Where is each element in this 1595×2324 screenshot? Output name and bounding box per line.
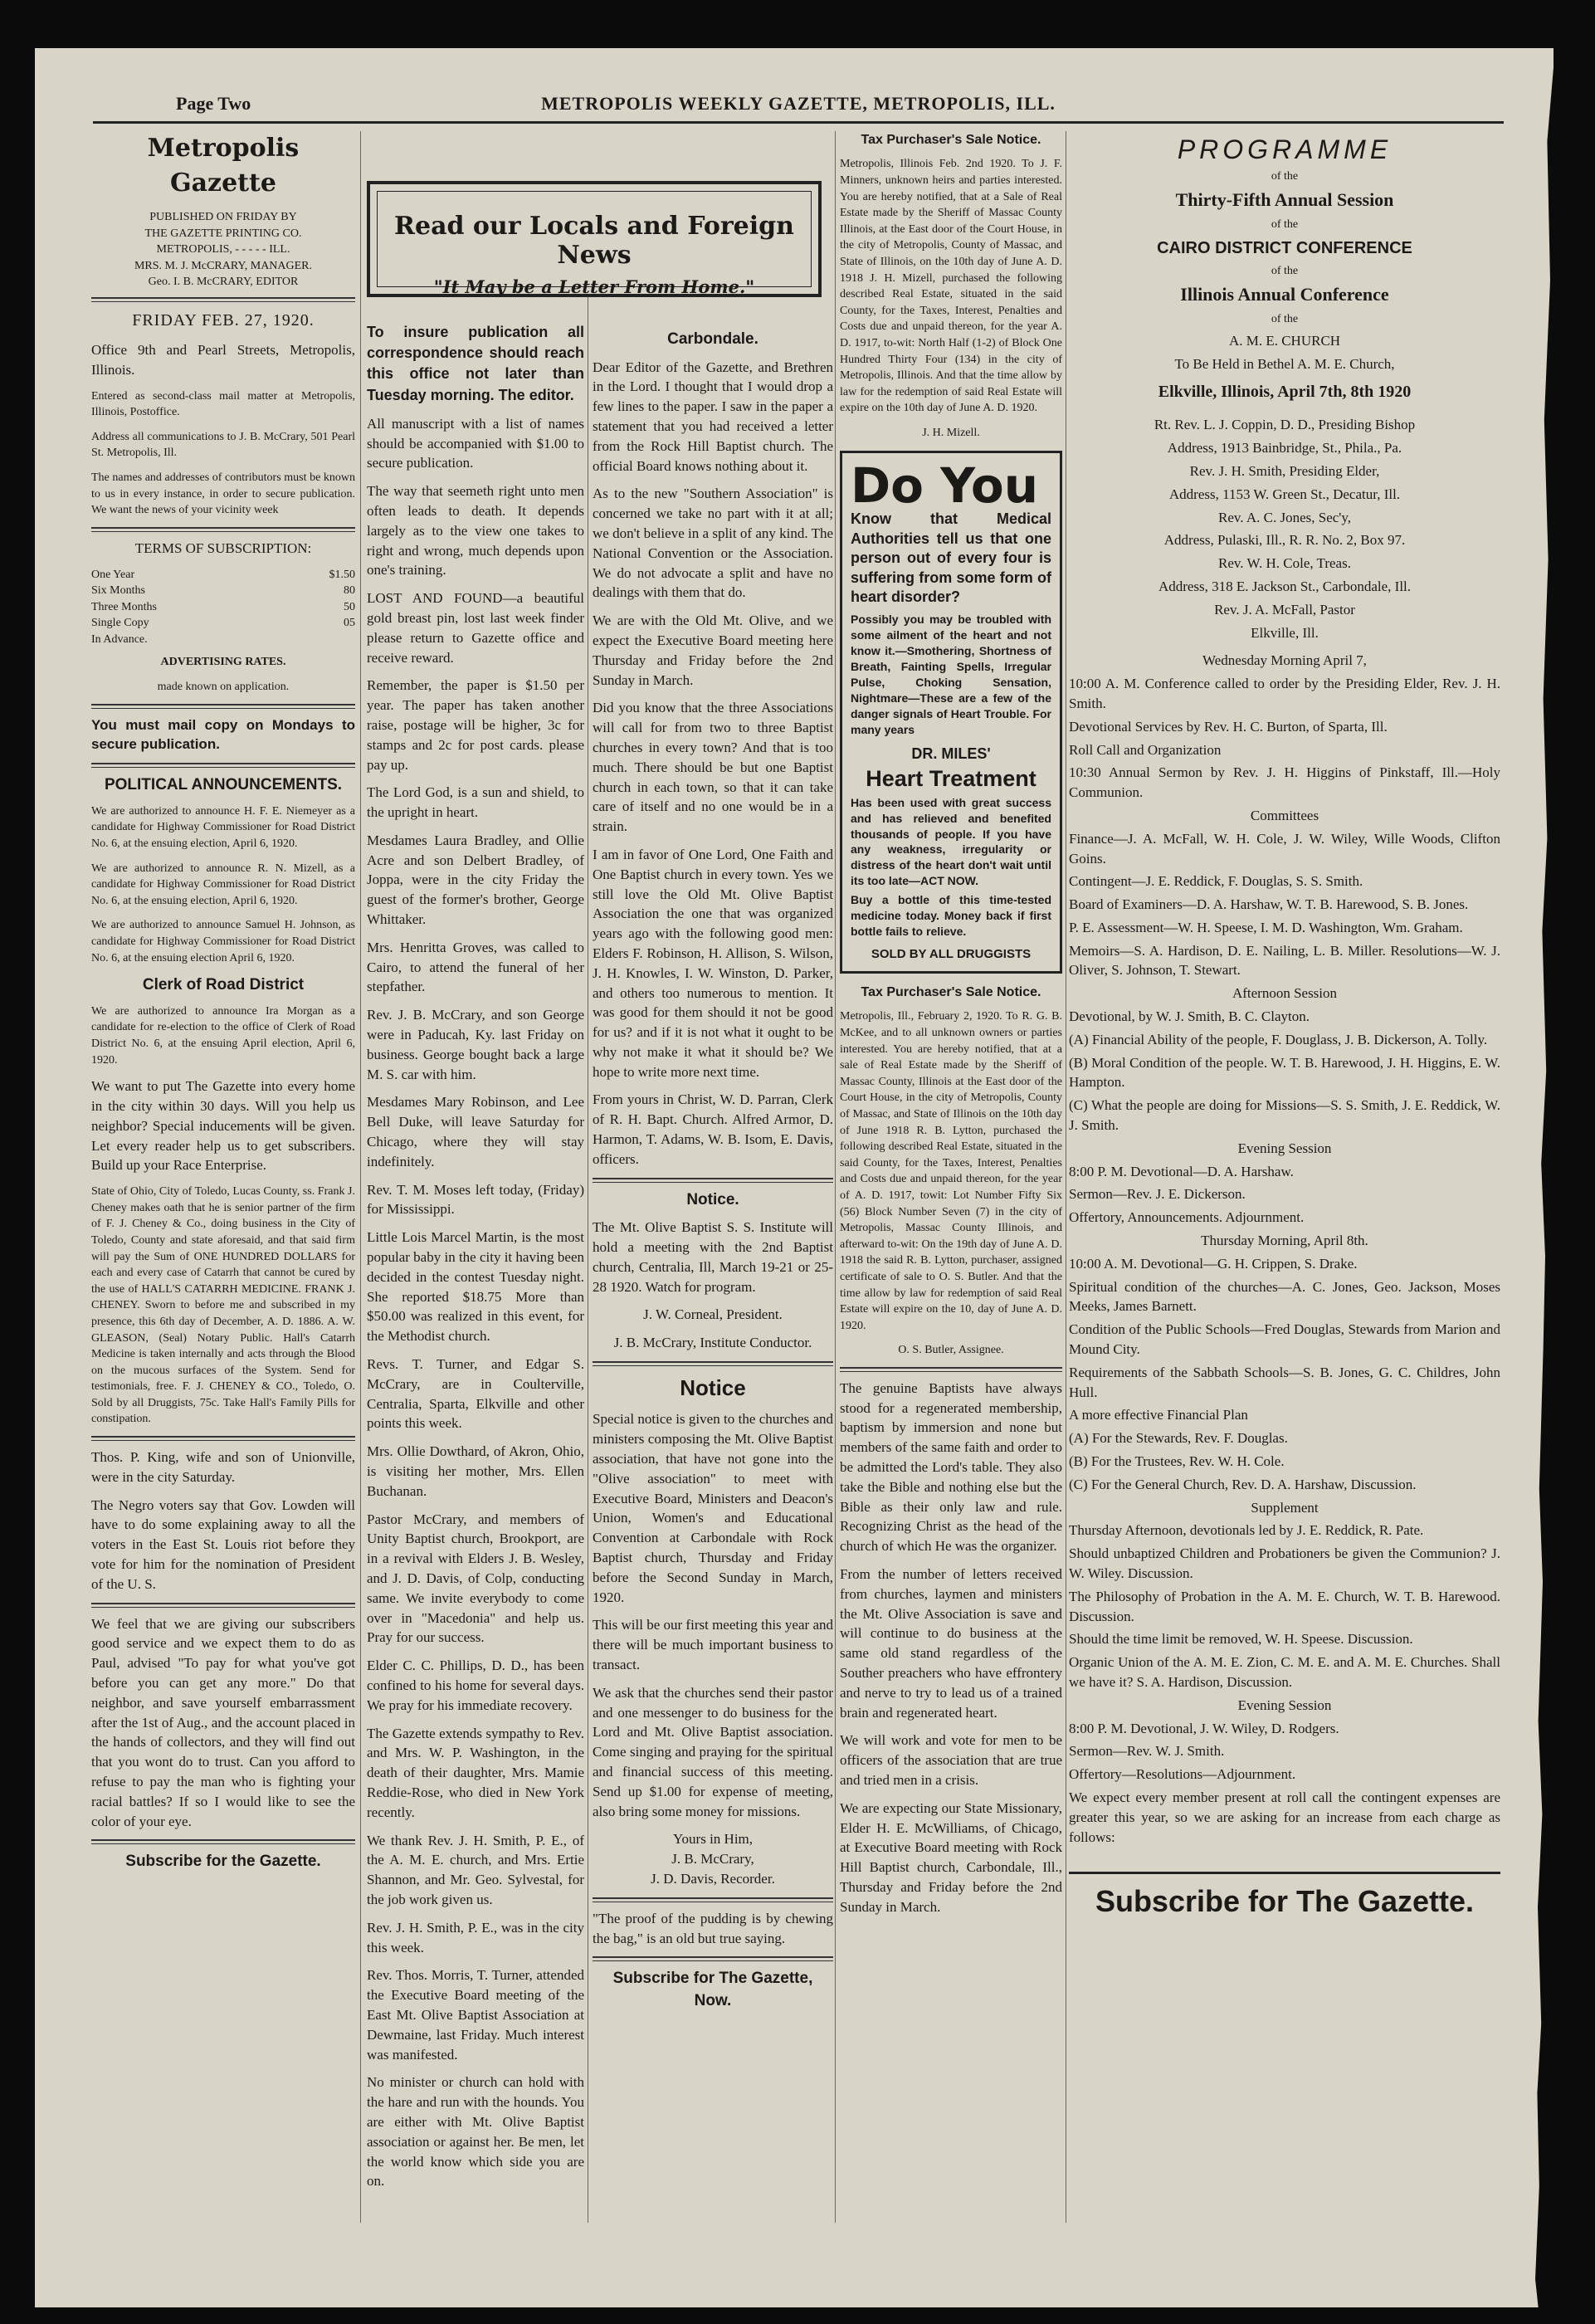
terms-label: Single Copy xyxy=(91,617,149,630)
afternoon-heading: Afternoon Session xyxy=(1232,985,1338,1002)
negro-voters-item: The Negro voters say that Gov. Lowden will have to do some explaining away to all the voters in the East St. Louis riot before they vote for him for the nomination of President of the U. S. xyxy=(91,1496,355,1592)
terms-price: 05 xyxy=(344,617,355,630)
program-item: Board of Examiners—D. A. Harshaw, W. T. B. Harewood, S. B. Jones. xyxy=(1069,896,1469,913)
of-line: of the xyxy=(1271,218,1299,232)
terms-label: Three Months xyxy=(91,600,157,613)
terms-price: 80 xyxy=(344,584,355,598)
divider xyxy=(91,704,355,709)
terms-label: One Year xyxy=(91,568,135,581)
conference-title: CAIRO DISTRICT CONFERENCE xyxy=(1157,238,1412,257)
notice2-sign: J. B. McCrary, xyxy=(671,1851,754,1868)
local-item: Mrs. Ollie Dowthard, of Akron, Ohio, is visiting her mother, Mrs. Ellen Buchanan. xyxy=(367,1443,584,1499)
session-title: Thirty-Fifth Annual Session xyxy=(1175,189,1394,211)
program-item: Sermon—Rev. W. J. Smith. xyxy=(1069,1743,1225,1760)
program-item: Memoirs—S. A. Hardison, D. E. Nailing, L. B. Miller. Resolutions—W. J. Oliver, S. Johnson, T. Stewart. xyxy=(1069,942,1500,979)
ad-brand: DR. MILES' xyxy=(911,745,991,762)
divider xyxy=(91,527,355,532)
carbondale-para: As to the new "Southern Association" is concerned we take no part with it at all; we don't believe in a split of any kind. The National Convention or the Association. We do not advocate a split and have no dealings with them that do. xyxy=(593,486,833,601)
local-item: The Lord God, is a sun and shield, to the upright in heart. xyxy=(367,784,584,821)
work-para: We will work and vote for men to be officers of the association that are true and tried men in a crisis. xyxy=(840,1732,1062,1789)
publisher-block xyxy=(91,209,355,290)
notice2-para: This will be our first meeting this year and there will be much important business to transact. xyxy=(593,1617,833,1672)
officer-line: Rev. J. H. Smith, Presiding Elder, xyxy=(1189,462,1380,479)
correspondence-notice: To insure publication all correspondence should reach this office not later than Tuesday morning. The editor. xyxy=(367,324,584,403)
subscribe-line: Subscribe for the Gazette. xyxy=(125,1853,321,1871)
terms-label: Six Months xyxy=(91,584,145,598)
mail-notice: You must mail copy on Mondays to secure publication. xyxy=(91,716,355,753)
officer-line: Address, 1153 W. Green St., Decatur, Ill. xyxy=(1168,486,1401,502)
program-item: P. E. Assessment—W. H. Speese, I. M. D. Washington, Wm. Graham. xyxy=(1069,919,1463,935)
local-item: Rev. Thos. Morris, T. Turner, attended the Executive Board meeting of the East Mt. Olive Baptist Association at Dewmaine, last Friday. Much interest was manifested. xyxy=(367,1967,584,2063)
terms-table xyxy=(91,567,355,648)
contributors-notice: The names and addresses of contributors must be known to us in every instance, in order to secure publication. We want the news of your vicinity week xyxy=(91,471,355,517)
wednesday-heading: Wednesday Morning April 7, xyxy=(1202,652,1367,669)
read-locals-subtitle: "It May be a Letter From Home." xyxy=(433,276,755,297)
local-item: The Gazette extends sympathy to Rev. and Mrs. W. P. Washington, in the death of their daughter, Mrs. Mamie Reddie-Rose, who died in New York recently. xyxy=(367,1725,584,1820)
program-item: (B) For the Trustees, Rev. W. H. Cole. xyxy=(1069,1453,1285,1470)
notice2-sign: Yours in Him, xyxy=(672,1831,754,1848)
program-item: Sermon—Rev. J. E. Dickerson. xyxy=(1069,1186,1246,1203)
program-item: Requirements of the Sabbath Schools—S. B. Jones, G. C. Childres, John Hull. xyxy=(1069,1364,1500,1400)
notice-heading: Notice. xyxy=(686,1190,739,1208)
notice2-sign: J. D. Davis, Recorder. xyxy=(651,1870,775,1887)
expect-para: We are expecting our State Missionary, Elder H. E. McWilliams, of Chicago, at Executive Board meeting with Rock Hill Baptist church, Carbondale, Ill., Thursday and Friday before the 2nd Sunday in March. xyxy=(840,1799,1062,1915)
tax2-body: Metropolis, Ill., February 2, 1920. To R. G. B. McKee, and to all unknown owners or parties interested. You are hereby notified, that at a sale of Real Estate made by the Sheriff of Massac County, Illinois at the East door of the Court House, in the city of Metropolis, County of Massac, and State of Illinois on the 10th day of June 1918 R. B. Lytton, purchased the following described Real Estate, situated in the said County, for the Taxes, Interest, Penalties and Costs due and unpaid thereon, for the year of A. D. 1917, towit: Lot Number Fifty Six (56) Block Number Seven (7) in the city of Metropolis, Massac County Illinois, and afterward to-wit: On the 19th day of June A. D. 1918 the said R. B. Lytton, purchaser, assigned certificate of sale to O. S. Butler. And that the time allow by law for redemption of said Real Estate will expire on the 10, day of June A. D. 1920. xyxy=(840,1010,1062,1332)
program-item: 8:00 P. M. Devotional—D. A. Harshaw. xyxy=(1069,1163,1294,1179)
local-item: Rev. J. H. Smith, P. E., was in the city this week. xyxy=(367,1919,584,1955)
king-item: Thos. P. King, wife and son of Unionville, were in the city Saturday. xyxy=(91,1449,355,1485)
program-item: Should unbaptized Children and Probationers be given the Communion? J. W. Wiley. Discussion. xyxy=(1069,1545,1500,1581)
carbondale-para: I am in favor of One Lord, One Faith and One Baptist church in every town. Yes we still love the Old Mt. Olive Baptist Association the one that was organized years ago with the following good men: Elders F. Robinson, H. Allison, S. Wilson, J. H. Knowles, I. W. Winston, D. Parker, and others too numerous to mention. It was good for them should it not be good for us? and if it is not what it ought to be why not make it what it should be? We hope to write more next time. xyxy=(593,846,833,1080)
tax1-body: Metropolis, Illinois Feb. 2nd 1920. To J. F. Minners, unknown heirs and parties interested. You are hereby notified, that at a Sale of Real Estate made by the Sheriff of Massac County Illinois, at the East door of the Court House, in the city of Metropolis, County of Massac, and State of Illinois, on the 10th day of June A. D. 1918 J. H. Mizell, purchased the following described Real Estate, situated in the said County, for the Taxes, Interest, Penalties and Costs due and unpaid thereon, for the year A. D. 1917, to-wit: North Half (1-2) of Block One Hundred Thirty Four (134) in the city of Metropolis, Illinois. And that the time allow by law for the redemption of said Real Estate will expire on the 10th day of June A. D. 1920. xyxy=(840,158,1062,415)
local-item: Mesdames Mary Robinson, and Lee Bell Duke, will leave Saturday for Chicago, where they will stay indefinitely. xyxy=(367,1094,584,1169)
subscribe-footer: Subscribe for The Gazette. xyxy=(1069,1872,1500,1922)
notice-signer: J. W. Corneal, President. xyxy=(643,1306,783,1323)
evening2-heading: Evening Session xyxy=(1237,1697,1332,1713)
divider xyxy=(91,297,355,302)
local-item: Rev. T. M. Moses left today, (Friday) for Mississippi. xyxy=(367,1181,584,1218)
program-item: A more effective Financial Plan xyxy=(1069,1407,1248,1423)
thursday-heading: Thursday Morning, April 8th. xyxy=(1201,1233,1368,1249)
letters-para: From the number of letters received from churches, laymen and ministers the Mt. Olive Association is save and will continue to do business at the same old stand regardless of the Souther preachers who have effrontery and nerve to try to lead us of a trained brain and regenerated heart. xyxy=(840,1566,1062,1721)
officer-line: Address, Pulaski, Ill., R. R. No. 2, Box 97. xyxy=(1163,532,1406,549)
officer-line: Rev. J. A. McFall, Pastor xyxy=(1214,601,1355,618)
terms-price: 50 xyxy=(344,600,355,613)
local-item: LOST AND FOUND—a beautiful gold breast pin, lost last week finder please return to Gazette office and receive reward. xyxy=(367,590,584,666)
read-locals-box xyxy=(367,181,822,297)
ad-body2: Has been used with great success and has relieved and benefited thousands of people. If you have any weakness, irregularity or distress of the heart don't wait until its too late—ACT NOW. xyxy=(851,795,1051,888)
ad-headline: Do You xyxy=(851,457,1038,515)
of-line: of the xyxy=(1271,169,1299,183)
column-rule xyxy=(835,131,836,2223)
officer-line: Rev. A. C. Jones, Sec'y, xyxy=(1218,509,1351,525)
tax1-sign: J. H. Mizell. xyxy=(922,426,980,439)
program-item: Devotional, by W. J. Smith, B. C. Clayton. xyxy=(1069,1008,1310,1025)
masthead: METROPOLIS WEEKLY GAZETTE, METROPOLIS, ILL. xyxy=(541,93,1056,114)
column-3 xyxy=(593,322,833,2021)
officer-line: Address, 318 E. Jackson St., Carbondale, Ill. xyxy=(1158,578,1412,594)
political-heading: POLITICAL ANNOUNCEMENTS. xyxy=(104,776,343,794)
subscribe-now: Subscribe for The Gazette, Now. xyxy=(612,1970,813,2009)
program-item: Should the time limit be removed, W. H. Speese. Discussion. xyxy=(1069,1631,1413,1648)
program-item: (A) For the Stewards, Rev. F. Douglas. xyxy=(1069,1430,1288,1447)
column-5 xyxy=(1069,131,1500,1923)
gazette-title: Metropolis Gazette xyxy=(147,134,300,198)
terms-advance: In Advance. xyxy=(91,632,148,646)
read-locals-inner xyxy=(377,191,812,297)
column-2 xyxy=(367,322,584,2200)
local-item: Revs. T. Turner, and Edgar S. McCrary, are in Coulterville, Centralia, Sparta, Elkville and other points this week. xyxy=(367,1356,584,1432)
officer-line: Elkville, Ill. xyxy=(1251,624,1319,641)
publisher-line: METROPOLIS, - - - - - ILL. xyxy=(156,243,290,256)
notice-signer: J. B. McCrary, Institute Conductor. xyxy=(613,1335,812,1351)
carbondale-heading: Carbondale. xyxy=(667,330,758,348)
program-item: 10:00 A. M. Conference called to order by the Presiding Elder, Rev. J. H. Smith. xyxy=(1069,676,1500,711)
advertising-rates: ADVERTISING RATES. xyxy=(160,656,286,669)
ad-product: Heart Treatment xyxy=(866,765,1037,791)
office-address: Office 9th and Pearl Streets, Metropolis, Illinois. xyxy=(91,341,355,378)
political-announcement: We are authorized to announce R. N. Mizell, as a candidate for Highway Commissioner for Road District No. 6, at the ensuing election, April 6, 1920. xyxy=(91,862,355,907)
proof-item: "The proof of the pudding is by chewing the bag," is an old but true saying. xyxy=(593,1910,833,1946)
program-item: Roll Call and Organization xyxy=(1069,741,1222,758)
tax2-sign: O. S. Butler, Assignee. xyxy=(898,1344,1004,1357)
terms-title: TERMS OF SUBSCRIPTION: xyxy=(134,540,312,556)
terms-row xyxy=(91,599,355,616)
notice2-para: We ask that the churches send their pastor and one messenger to do business for the Lord and Mt. Olive Baptist association. Come singing and praying for the spiritual and financial success of this meeting. Send up $1.00 for expense of meeting, also bring some money for missions. xyxy=(593,1684,833,1819)
ad-sold: SOLD BY ALL DRUGGISTS xyxy=(871,946,1032,961)
advertising-known: made known on application. xyxy=(157,681,290,694)
heart-treatment-ad xyxy=(840,451,1062,974)
location-date: Elkville, Illinois, April 7th, 8th 1920 xyxy=(1158,383,1412,402)
clerk-heading: Clerk of Road District xyxy=(142,976,305,994)
page-header xyxy=(93,88,1504,124)
program-item: (C) What the people are doing for Missions—S. S. Smith, J. E. Reddick, W. J. Smith. xyxy=(1069,1097,1500,1134)
torn-edge xyxy=(1535,48,1554,2307)
program-item: (A) Financial Ability of the people, F. Douglass, J. B. Dickerson, A. Tolly. xyxy=(1069,1031,1488,1047)
divider xyxy=(91,1436,355,1441)
programme-title: PROGRAMME xyxy=(1177,134,1393,164)
program-item: Condition of the Public Schools—Fred Douglas, Stewards from Marion and Mound City. xyxy=(1069,1321,1500,1358)
program-item: 10:00 A. M. Devotional—G. H. Crippen, S. Drake. xyxy=(1069,1255,1358,1272)
program-item: 10:30 Annual Sermon by Rev. J. H. Higgins of Pinkstaff, Ill.—Holy Communion. xyxy=(1069,764,1500,801)
publisher-line: THE GAZETTE PRINTING CO. xyxy=(144,227,302,240)
program-item: Offertory, Announcements. Adjournment. xyxy=(1069,1209,1305,1226)
local-item: Little Lois Marcel Martin, is the most popular baby in the city it having been decided in the contest Tuesday night. She reported $18.75 More than $50.00 was realized in this event, for the Methodist church. xyxy=(367,1229,585,1345)
carbondale-para: Did you know that the three Associations will call for from two to three Baptist churches in every town? And that is too much. There should be but one Baptist church in each town, so that it can take care of itself and no one would be in a strain. xyxy=(593,700,833,835)
local-item: Rev. J. B. McCrary, and son George were in Paducah, Ky. last Friday on business. George bought back a large M. S. car with him. xyxy=(367,1007,584,1082)
divider xyxy=(593,1178,833,1183)
program-item: Spiritual condition of the churches—A. C. Jones, Geo. Jackson, Moses Meeks, James Barnett. xyxy=(1069,1278,1500,1315)
tax1-heading: Tax Purchaser's Sale Notice. xyxy=(861,133,1041,147)
program-item: Devotional Services by Rev. H. C. Burton, of Sparta, Ill. xyxy=(1069,718,1388,735)
column-1 xyxy=(91,131,355,1882)
program-item: (B) Moral Condition of the people. W. T. B. Harewood, J. H. Higgins, E. W. Hampton. xyxy=(1069,1054,1500,1091)
officer-line: Rt. Rev. L. J. Coppin, D. D., Presiding Bishop xyxy=(1154,417,1416,433)
divider xyxy=(91,763,355,768)
political-announcement: We are authorized to announce H. F. E. Niemeyer as a candidate for Highway Commissioner for Road District No. 6, at the ensuing election, April 6, 1920. xyxy=(91,804,355,851)
local-item: We thank Rev. J. H. Smith, P. E., of the A. M. E. church, and Mrs. Ertie Shannon, and Mr. Geo. Sylvestal, for the job work given us. xyxy=(367,1832,584,1907)
officer-line: Address, 1913 Bainbridge, St., Phila., Pa. xyxy=(1167,440,1402,456)
entered-notice: Entered as second-class mail matter at Metropolis, Illinois, Postoffice. xyxy=(91,389,355,419)
program-item: Offertory—Resolutions—Adjournment. xyxy=(1069,1766,1296,1783)
political-announcement: We are authorized to announce Samuel H. Johnson, as candidate for Highway Commissioner for Road District No. 6, at the ensuing election April 6, 1920. xyxy=(91,919,355,964)
program-item: The Philosophy of Probation in the A. M. E. Church, W. T. B. Harewood. Discussion. xyxy=(1069,1588,1500,1624)
divider xyxy=(91,1839,355,1844)
illinois-conference: Illinois Annual Conference xyxy=(1180,284,1389,305)
divider xyxy=(840,1367,1062,1372)
page-number: Page Two xyxy=(176,93,251,114)
want-article: We want to put The Gazette into every home in the city within 30 days. Will you help us neighbor? Special inducements will be given. Let every reader help us to get subscribers. Build up your Race Enterprise. xyxy=(91,1078,355,1174)
publisher-line: Geo. I. B. McCRARY, EDITOR xyxy=(148,276,299,289)
ad-body3: Buy a bottle of this time-tested medicine today. Money back if first bottle fails to relieve. xyxy=(851,893,1051,938)
program-item: Finance—J. A. McFall, W. H. Cole, J. W. Wiley, Wille Woods, Clifton Goins. xyxy=(1069,830,1500,867)
divider xyxy=(593,1897,833,1902)
newspaper-page xyxy=(35,48,1554,2307)
program-item: Thursday Afternoon, devotionals led by J. E. Reddick, R. Pate. xyxy=(1069,1522,1424,1539)
local-item: All manuscript with a list of names should be accompanied with $1.00 to secure publication. xyxy=(367,415,584,471)
notice2-para: Special notice is given to the churches and ministers composing the Mt. Olive Baptist association, that have not gone into the "Olive association" to meet with Executive Board, Ministers and Deacon's Union, Women's and Educational Convention at Carbondale with Rock Baptist church, Thursday and Friday before the Second Sunday in March, 1920. xyxy=(593,1411,833,1605)
address-notice: Address all communications to J. B. McCrary, 501 Pearl St. Metropolis, Ill. xyxy=(91,430,355,460)
local-item: Remember, the paper is $1.50 per year. The paper has taken another raise, postage will be higher, 3c for stamps and 2c for post cards. please pay up. xyxy=(367,677,584,773)
of-line: of the xyxy=(1271,264,1299,277)
column-rule xyxy=(360,131,361,2223)
carbondale-para: Dear Editor of the Gazette, and Brethren in the Lord. I thought that I would drop a few lines to the paper. I saw in the paper a statement that you had received a letter from the Rock Hill Baptist church. The official Board knows nothing about it. xyxy=(593,359,833,474)
terms-row xyxy=(91,567,355,583)
clerk-announcement: We are authorized to announce Ira Morgan as a candidate for re-election to the office of Clerk of Road District No. 6, at the ensuing April election, April 6, 1920. xyxy=(91,1004,355,1067)
program-item: Organic Union of the A. M. E. Zion, C. M. E. and A. M. E. Churches. Shall we have it? S. A. Hardison, Discussion. xyxy=(1069,1654,1500,1690)
local-item: Pastor McCrary, and members of Unity Baptist church, Brookport, are in a revival with Elders J. B. Wesley, and J. D. Davis, of Colp, conducting same. We invite everybody to come over in "Macedonia" and help us. Pray for our success. xyxy=(367,1511,584,1646)
publisher-line: MRS. M. J. McCRARY, MANAGER. xyxy=(134,259,313,272)
ad-body: Possibly you may be troubled with some ailment of the heart and not know it.—Smothering, Shortness of Breath, Fainting Spells, Irregular Pulse, Choking Sensation, Nightmare—These are a few of the danger signals of Heart Trouble. For many years xyxy=(851,613,1051,736)
terms-row xyxy=(91,583,355,599)
column-4 xyxy=(840,131,1062,1926)
program-item: Contingent—J. E. Reddick, F. Douglas, S. S. Smith. xyxy=(1069,873,1363,890)
expect-contingent: We expect every member present at roll call the contingent expenses are greater this year, so we are asking for an increase from each charge as follows: xyxy=(1069,1789,1500,1845)
notice2-heading: Notice xyxy=(680,1375,746,1401)
tax2-heading: Tax Purchaser's Sale Notice. xyxy=(861,985,1041,1000)
divider xyxy=(593,1956,833,1961)
divider xyxy=(593,1361,833,1366)
local-item: The way that seemeth right unto men often leads to death. It depends largely as to the view one takes to right and wrong, much depends upon one's training. xyxy=(367,483,584,579)
read-locals-title: Read our Locals and Foreign News xyxy=(394,212,794,270)
local-item: Mesdames Laura Bradley, and Ollie Acre and son Delbert Bradley, of Joppa, were in the city Friday the guest of the former's brother, George Whittaker. xyxy=(367,832,584,928)
divider xyxy=(91,1603,355,1608)
committees-heading: Committees xyxy=(1250,807,1319,823)
publisher-line: PUBLISHED ON FRIDAY BY xyxy=(149,211,297,223)
subscribers-item: We feel that we are giving our subscribers good service and we expect them to do as Paul, advised "To pay for what you've got before you can get any more." Do that neighbor, and save yourself embarrassment after the 1st of Aug., and the account placed in the hands of collectors, and they will find out that you wont do to trust. Can you afford to refuse to pay the man who is fighting your racial battles? If so I would like to see the color of your eye. xyxy=(91,1615,355,1829)
program-item: (C) For the General Church, Rev. D. A. Harshaw, Discussion. xyxy=(1069,1476,1417,1492)
supplement-heading: Supplement xyxy=(1251,1499,1319,1516)
catarrh-ad: State of Ohio, City of Toledo, Lucas County, ss. Frank J. Cheney makes oath that he is senior partner of the firm of F. J. Cheney & Co., doing business in the City of Toledo, County and state aforesaid, and that said firm will pay the Sum of ONE HUNDRED DOLLARS for each and every case of Catarrh that cannot be cured by the use of HALL'S CATARRH MEDICINE. FRANK J. CHENEY. Sworn to before me and subscribed in my presence, this 6th day of December, A. D. 1886. A. W. GLEASON, (Seal) Notary Public. Hall's Catarrh Medicine is taken internally and acts through the Blood on the mucous surfaces of the System. Send for testimonials, free. F. J. CHENEY & CO., Toledo, O. Sold by all Druggists, 75c. Take Hall's Family Pills for constipation. xyxy=(91,1185,355,1426)
terms-row xyxy=(91,615,355,632)
issue-date: FRIDAY FEB. 27, 1920. xyxy=(132,310,315,330)
of-line: of the xyxy=(1271,313,1299,326)
officer-line: Rev. W. H. Cole, Treas. xyxy=(1218,555,1351,572)
terms-price: $1.50 xyxy=(329,568,355,581)
carbondale-para: We are with the Old Mt. Olive, and we expect the Executive Board meeting here Thursday and Friday before the 2nd Sunday in March. xyxy=(593,613,833,688)
ame-church: A. M. E. CHURCH xyxy=(1228,332,1341,349)
local-item: Mrs. Henritta Groves, was called to Cairo, to attend the funeral of her stepfather. xyxy=(367,939,584,995)
held-at: To Be Held in Bethel A. M. E. Church, xyxy=(1174,355,1395,372)
notice-body: The Mt. Olive Baptist S. S. Institute will hold a meeting with the 2nd Baptist church, Centralia, Ill, March 19-21 or 25-28 1920. Watch for program. xyxy=(593,1219,833,1295)
evening-heading: Evening Session xyxy=(1237,1140,1332,1156)
local-item: Elder C. C. Phillips, D. D., has been confined to his home for several days. We pray for his immediate recovery. xyxy=(367,1658,584,1713)
carbondale-signature: From yours in Christ, W. D. Parran, Clerk of R. H. Bapt. Church. Alfred Armor, D. Harmon, T. Adams, W. B. Isom, E. Davis, officers. xyxy=(593,1091,833,1167)
local-item: No minister or church can hold with the hare and run with the hounds. You are either with Mt. Olive Baptist association or against her. Be men, let the world know which side you are on. xyxy=(367,2074,584,2190)
baptists-para: The genuine Baptists have always stood for a regenerated membership, baptism by immersion and none but members of the same faith and order to be admitted the Lord's table. They also take the Bible and nothing else but the Bible as their only law and rule. Recognizing Christ as the head of the church of which He was the organizer. xyxy=(840,1379,1062,1555)
program-item: 8:00 P. M. Devotional, J. W. Wiley, D. Rodgers. xyxy=(1069,1720,1339,1736)
ad-lead: Know that Medical Authorities tell us that one person out of every four is suffering from some form of heart disorder? xyxy=(851,510,1051,606)
